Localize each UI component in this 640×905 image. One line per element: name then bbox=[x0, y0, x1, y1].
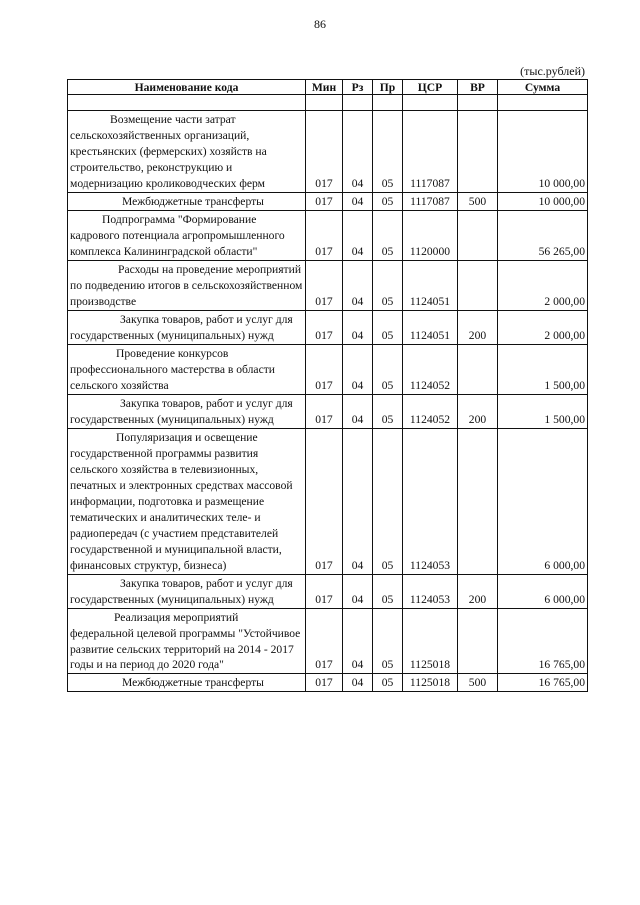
table-row bbox=[68, 394, 588, 428]
row-min: 017 bbox=[306, 310, 343, 344]
row-min: 017 bbox=[306, 260, 343, 310]
row-name: Закупка товаров, работ и услуг для государственных (муниципальных) нужд bbox=[68, 574, 306, 608]
row-min: 017 bbox=[306, 608, 343, 674]
row-rz: 04 bbox=[343, 260, 373, 310]
row-min: 017 bbox=[306, 344, 343, 394]
row-sum: 6 000,00 bbox=[498, 574, 588, 608]
row-rz: 04 bbox=[343, 428, 373, 574]
row-vr: 200 bbox=[458, 394, 498, 428]
col-header-vr: ВР bbox=[458, 80, 498, 95]
col-header-name: Наименование кода bbox=[68, 80, 306, 95]
row-min: 017 bbox=[306, 574, 343, 608]
row-name: Закупка товаров, работ и услуг для государственных (муниципальных) нужд bbox=[68, 310, 306, 344]
row-rz: 04 bbox=[343, 574, 373, 608]
row-vr: 200 bbox=[458, 310, 498, 344]
row-vr bbox=[458, 344, 498, 394]
col-header-min: Мин bbox=[306, 80, 343, 95]
col-header-sum: Сумма bbox=[498, 80, 588, 95]
row-csr: 1125018 bbox=[403, 674, 458, 692]
row-vr: 200 bbox=[458, 574, 498, 608]
row-pr: 05 bbox=[373, 192, 403, 210]
row-name: Подпрограмма "Формирование кадрового потенциала агропромышленного комплекса Калининградской области" bbox=[68, 210, 306, 260]
row-min: 017 bbox=[306, 210, 343, 260]
table-row bbox=[68, 310, 588, 344]
table-row bbox=[68, 574, 588, 608]
units-label: (тыс.рублей) bbox=[520, 64, 585, 78]
row-vr bbox=[458, 210, 498, 260]
row-vr: 500 bbox=[458, 192, 498, 210]
row-min: 017 bbox=[306, 192, 343, 210]
row-sum: 10 000,00 bbox=[498, 111, 588, 193]
col-header-rz: Рз bbox=[343, 80, 373, 95]
row-sum: 10 000,00 bbox=[498, 192, 588, 210]
row-rz: 04 bbox=[343, 192, 373, 210]
row-vr: 500 bbox=[458, 674, 498, 692]
row-csr: 1124052 bbox=[403, 394, 458, 428]
row-rz: 04 bbox=[343, 310, 373, 344]
row-pr: 05 bbox=[373, 428, 403, 574]
row-pr: 05 bbox=[373, 674, 403, 692]
table-row bbox=[68, 608, 588, 674]
row-rz: 04 bbox=[343, 210, 373, 260]
row-sum: 56 265,00 bbox=[498, 210, 588, 260]
row-pr: 05 bbox=[373, 111, 403, 193]
row-sum: 16 765,00 bbox=[498, 674, 588, 692]
row-vr bbox=[458, 428, 498, 574]
row-sum: 1 500,00 bbox=[498, 394, 588, 428]
row-name: Закупка товаров, работ и услуг для государственных (муниципальных) нужд bbox=[68, 394, 306, 428]
row-csr: 1117087 bbox=[403, 192, 458, 210]
table-row bbox=[68, 210, 588, 260]
col-header-pr: Пр bbox=[373, 80, 403, 95]
row-pr: 05 bbox=[373, 344, 403, 394]
table-row bbox=[68, 111, 588, 193]
row-min: 017 bbox=[306, 111, 343, 193]
row-name: Расходы на проведение мероприятий по подведению итогов в сельскохозяйственном производстве bbox=[68, 260, 306, 310]
row-name: Межбюджетные трансферты bbox=[68, 674, 306, 692]
table-row bbox=[68, 192, 588, 210]
budget-table bbox=[67, 79, 588, 692]
row-pr: 05 bbox=[373, 260, 403, 310]
table-row bbox=[68, 344, 588, 394]
row-min: 017 bbox=[306, 674, 343, 692]
row-sum: 1 500,00 bbox=[498, 344, 588, 394]
table-row bbox=[68, 428, 588, 574]
row-sum: 2 000,00 bbox=[498, 310, 588, 344]
row-rz: 04 bbox=[343, 674, 373, 692]
row-name: Проведение конкурсов профессионального мастерства в области сельского хозяйства bbox=[68, 344, 306, 394]
row-pr: 05 bbox=[373, 210, 403, 260]
row-vr bbox=[458, 260, 498, 310]
table-row bbox=[68, 674, 588, 692]
row-sum: 2 000,00 bbox=[498, 260, 588, 310]
row-pr: 05 bbox=[373, 608, 403, 674]
row-sum: 6 000,00 bbox=[498, 428, 588, 574]
row-pr: 05 bbox=[373, 310, 403, 344]
row-csr: 1124051 bbox=[403, 310, 458, 344]
table-row bbox=[68, 260, 588, 310]
row-name: Межбюджетные трансферты bbox=[68, 192, 306, 210]
page-number: 86 bbox=[314, 17, 326, 31]
row-csr: 1124051 bbox=[403, 260, 458, 310]
row-csr: 1117087 bbox=[403, 111, 458, 193]
header-row bbox=[68, 80, 588, 95]
spacer-row bbox=[68, 95, 588, 111]
col-header-csr: ЦСР bbox=[403, 80, 458, 95]
row-rz: 04 bbox=[343, 394, 373, 428]
row-vr bbox=[458, 608, 498, 674]
row-csr: 1125018 bbox=[403, 608, 458, 674]
row-csr: 1124053 bbox=[403, 574, 458, 608]
row-min: 017 bbox=[306, 428, 343, 574]
row-csr: 1124052 bbox=[403, 344, 458, 394]
row-csr: 1120000 bbox=[403, 210, 458, 260]
row-rz: 04 bbox=[343, 608, 373, 674]
row-min: 017 bbox=[306, 394, 343, 428]
row-name: Реализация мероприятий федеральной целевой программы "Устойчивое развитие сельских территорий на 2014 - 2017 годы и на период до 2020 года" bbox=[68, 608, 306, 674]
row-vr bbox=[458, 111, 498, 193]
row-sum: 16 765,00 bbox=[498, 608, 588, 674]
row-pr: 05 bbox=[373, 394, 403, 428]
row-csr: 1124053 bbox=[403, 428, 458, 574]
row-rz: 04 bbox=[343, 111, 373, 193]
row-pr: 05 bbox=[373, 574, 403, 608]
row-name: Популяризация и освещение государственной программы развития сельского хозяйства в телевизионных, печатных и электронных средствах массовой информации, подготовка и размещение тематических и аналитических теле- и радиопередач (с участием представителей государственной и муниципальной власти, финансовых структур, бизнеса) bbox=[68, 428, 306, 574]
row-name: Возмещение части затрат сельскохозяйственных организаций, крестьянских (фермерских) хозяйств на строительство, реконструкцию и модернизацию кролиководческих ферм bbox=[68, 111, 306, 193]
row-rz: 04 bbox=[343, 344, 373, 394]
